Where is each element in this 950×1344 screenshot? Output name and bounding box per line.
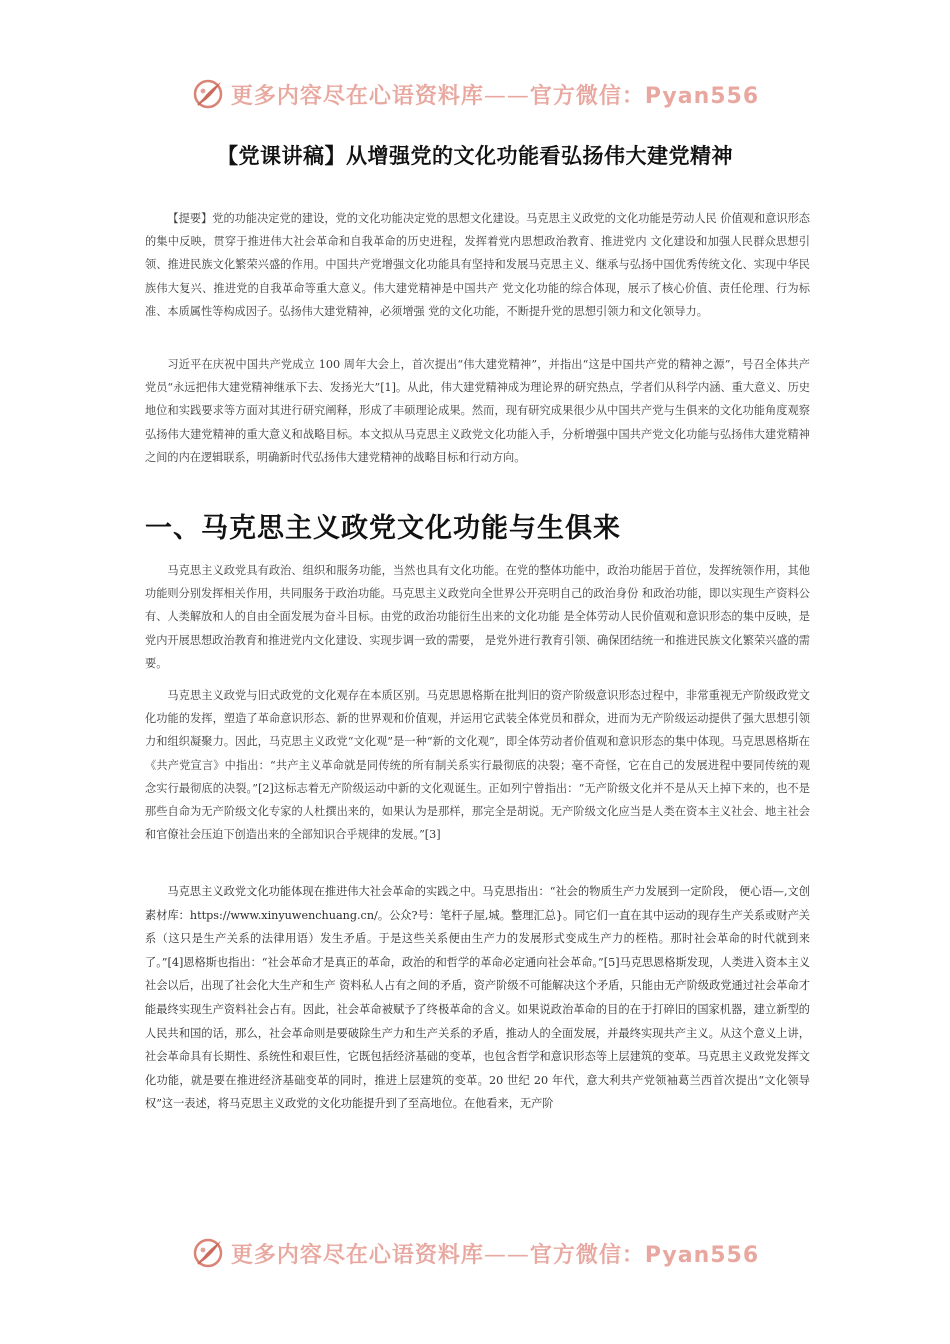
banner-dash: —— bbox=[483, 1242, 530, 1268]
banner-main-text: 更多内容尽在心语资料库 bbox=[230, 83, 484, 109]
header-banner bbox=[0, 74, 950, 114]
leaf-quill-logo-icon bbox=[191, 77, 225, 111]
banner-main-text: 更多内容尽在心语资料库 bbox=[230, 1242, 484, 1268]
banner-dash: —— bbox=[483, 83, 530, 109]
section-heading: 一、马克思主义政党文化功能与生俱来 bbox=[145, 513, 621, 544]
abstract-block bbox=[145, 207, 810, 323]
page-title: 【党课讲稿】从增强党的文化功能看弘扬伟大建党精神 bbox=[217, 144, 733, 168]
section-paragraph-2-block bbox=[145, 684, 810, 846]
abstract-paragraph: 【提要】党的功能决定党的建设，党的文化功能决定党的思想文化建设。马克思主义政党的文化功能是劳动人民 价值观和意识形态的集中反映，贯穿于推进伟大社会革命和自我革命的历史进程，发挥着党内思想政治教育、推进党内 文化建设和加强人民群众思想引领、推进民族文化繁荣兴盛的作用。中国共产党增强文化功能具有坚持和发展马克思主义、继承与弘扬中国优秀传统文化、实现中华民族伟大复兴、推进党的自我革命等重大意义。伟大建党精神是中国共产 党文化功能的综合体现，展示了核心价值、责任伦理、行为标准、本质属性等构成因子。弘扬伟大建党精神，必须增强 党的文化功能，不断提升党的思想引领力和文化领导力。 bbox=[145, 212, 810, 318]
intro-block bbox=[145, 353, 810, 469]
banner-wechat-label: 官方微信： bbox=[529, 1242, 645, 1268]
section-paragraph-2: 马克思主义政党与旧式政党的文化观存在本质区别。马克思恩格斯在批判旧的资产阶级意识形态过程中，非常重视无产阶级政党文化功能的发挥，塑造了革命意识形态、新的世界观和价值观，并运用它武装全体党员和群众，进而为无产阶级运动提供了强大思想引领力和组织凝聚力。因此，马克思主义政党“文化观”是一种“新的文化观”，即全体劳动者价值观和意识形态的集中体现。马克思恩格斯在《共产党宣言》中指出：“共产主义革命就是同传统的所有制关系实行最彻底的决裂；毫不奇怪，它在自己的发展进程中要同传统的观念实行最彻底的决裂。”[2]这标志着无产阶级运动中新的文化观诞生。正如列宁曾指出：“无产阶级文化并不是从天上掉下来的，也不是那些自命为无产阶级文化专家的人杜撰出来的，如果认为是那样，那完全是胡说。无产阶级文化应当是人类在资本主义社会、地主社会和官僚社会压迫下创造出来的全部知识合乎规律的发展。”[3] bbox=[145, 689, 810, 842]
section-paragraph-3-block bbox=[145, 880, 810, 1116]
footer-banner bbox=[0, 1233, 950, 1273]
banner-text bbox=[231, 1238, 759, 1269]
section-paragraph-1-block bbox=[145, 559, 810, 675]
intro-paragraph: 习近平在庆祝中国共产党成立 100 周年大会上，首次提出“伟大建党精神”，并指出“这是中国共产党的精神之源”，号召全体共产党员“永远把伟大建党精神继承下去、发扬光大”[1]。从此，伟大建党精神成为理论界的研究热点，学者们从科学内涵、重大意义、历史地位和实践要求等方面对其进行研究阐释，形成了丰硕理论成果。然而，现有研究成果很少从中国共产党与生俱来的文化功能角度观察弘扬伟大建党精神的重大意义和战略目标。本文拟从马克思主义政党文化功能入手，分析增强中国共产党文化功能与弘扬伟大建党精神之间的内在逻辑联系，明确新时代弘扬伟大建党精神的战略目标和行动方向。 bbox=[145, 358, 810, 464]
banner-wechat-id: Pyan556 bbox=[644, 83, 760, 109]
section-paragraph-1: 马克思主义政党具有政治、组织和服务功能，当然也具有文化功能。在党的整体功能中，政治功能居于首位，发挥统领作用，其他功能则分别发挥相关作用，共同服务于政治功能。马克思主义政党向全世界公开亮明自己的政治身份 和政治功能，即以实现生产资料公有、人类解放和人的自由全面发展为奋斗目标。由党的政治功能衍生出来的文化功能 是全体劳动人民价值观和意识形态的集中反映，是党内开展思想政治教育和推进党内文化建设、实现步调一致的需要， 是党外进行教育引领、确保团结统一和推进民族文化繁荣兴盛的需要。 bbox=[145, 564, 810, 670]
banner-wechat-id: Pyan556 bbox=[644, 1242, 760, 1268]
section-paragraph-3: 马克思主义政党文化功能体现在推进伟大社会革命的实践之中。马克思指出：“社会的物质生产力发展到一定阶段， 便心语—,文创素材库：https://www.xinyuwenchuang.cn/。公众?号：笔杆子屋,城。整理汇总}。同它们一直在其中运动的现存生产关系或财产关系（这只是生产关系的法律用语）发生矛盾。于是这些关系便由生产力的发展形式变成生产力的桎梏。那时社会革命的时代就到来了。”[4]恩格斯也指出：“社会革命才是真正的革命，政治的和哲学的革命必定通向社会革命。”[5]马克思恩格斯发现，人类进入资本主义社会以后，出现了社会化大生产和生产 资料私人占有之间的矛盾，资产阶级不可能解决这个矛盾，只能由无产阶级政党通过社会革命才能最终实现生产资料社会占有。因此，社会革命被赋予了终极革命的含义。如果说政治革命的目的在于打碎旧的国家机器，建立新型的人民共和国的话，那么，社会革命则是要破除生产力和生产关系的矛盾，推动人的全面发展，并最终实现共产主义。从这个意义上讲，社会革命具有长期性、系统性和艰巨性，它既包括经济基础的变革，也包含哲学和意识形态等上层建筑的变革。马克思主义政党发挥文化功能，就是要在推进经济基础变革的同时，推进上层建筑的变革。20 世纪 20 年代，意大利共产党领袖葛兰西首次提出“文化领导权”这一表述，将马克思主义政党的文化功能提升到了至高地位。在他看来，无产阶 bbox=[145, 885, 810, 1111]
banner-wechat-label: 官方微信： bbox=[529, 83, 645, 109]
leaf-quill-logo-icon bbox=[191, 1236, 225, 1270]
banner-text bbox=[231, 79, 759, 110]
